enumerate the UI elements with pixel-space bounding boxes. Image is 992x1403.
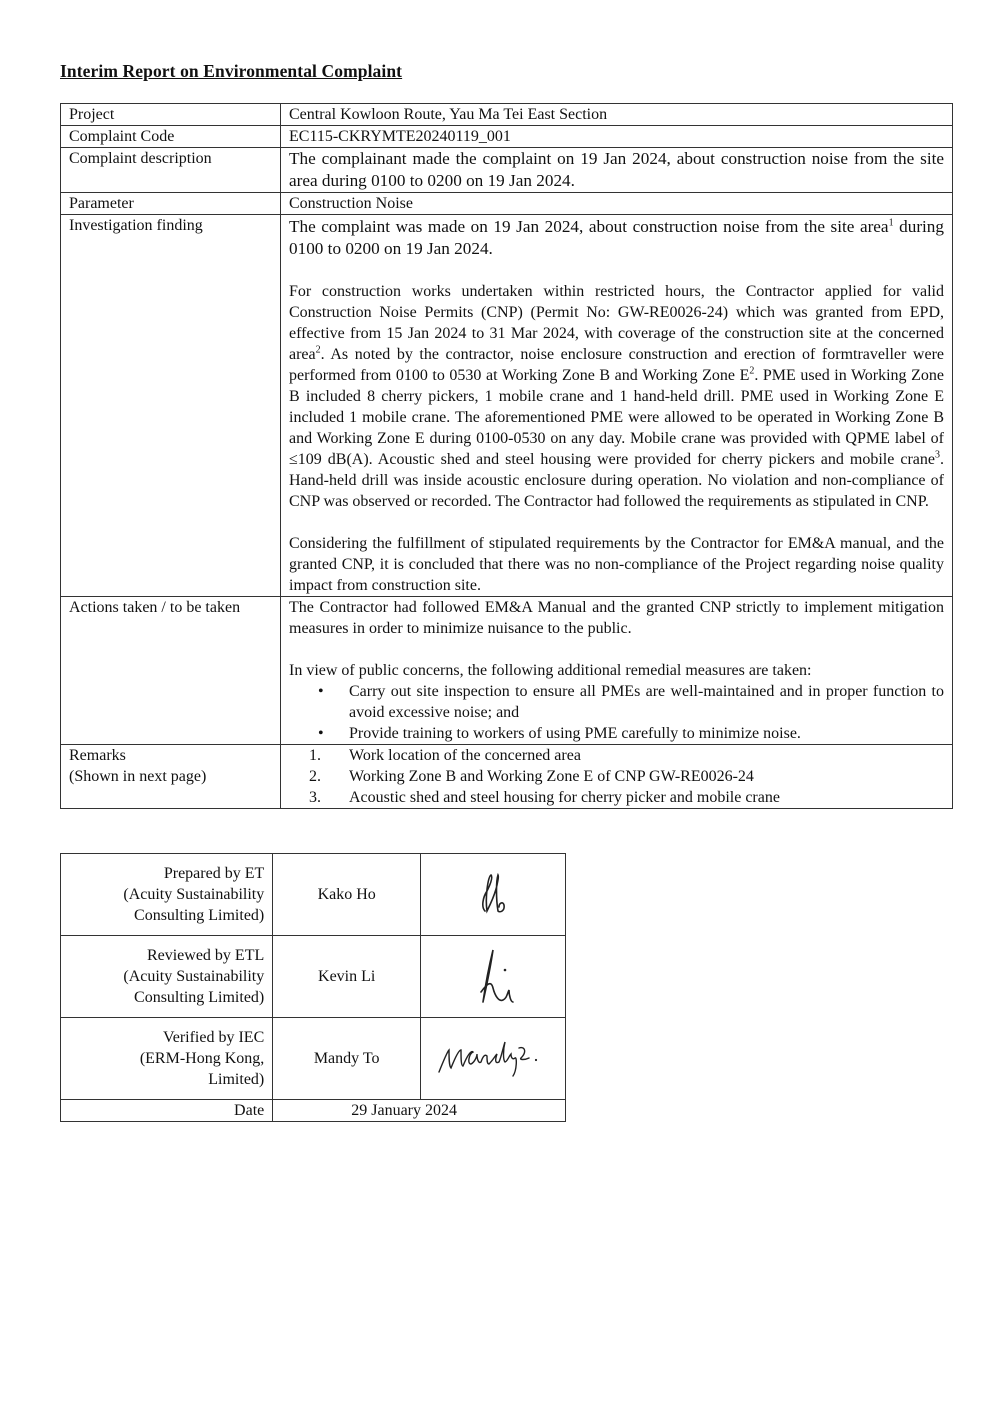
date-row [61,1100,566,1122]
signatory-role [61,1018,273,1100]
signatory-name: Mandy To [273,1018,421,1100]
signature-row-verified [61,1018,566,1100]
remark-item [309,745,944,766]
row-parameter [61,193,953,215]
remark-number: 3. [309,789,321,806]
signature-cell [421,936,566,1018]
project-value: Central Kowloon Route, Yau Ma Tei East Section [281,104,953,126]
investigation-paragraph-1 [289,215,944,260]
signature-row-reviewed [61,936,566,1018]
text-run: during 0100 to 0200 on 19 Jan 2024. [289,217,944,258]
remark-item [309,787,944,808]
remark-text: Acoustic shed and steel housing for cherry picker and mobile crane [349,789,780,806]
remarks-label-line2: (Shown in next page) [69,768,207,785]
text-run: . PME used in Working Zone B included 8 cherry pickers, 1 mobile crane and 1 hand-held drill. PME used in Working Zone E included 1 mobile crane. The aforementioned PME were allowed to be operated in Working Zone B and Working Zone E during 0100-0530 on any day. Mobile crane was provided with QPME label of ≤109 dB(A). Acoustic shed and steel housing were provided for cherry pickers and mobile crane [289,367,944,468]
remark-text: Work location of the concerned area [349,747,581,764]
signatory-role [61,854,273,936]
row-actions [61,597,953,745]
row-remarks [61,745,953,809]
remark-number: 2. [309,768,321,785]
investigation-paragraph-3: Considering the fulfillment of stipulated requirements by the Contractor for EM&A manual, and the granted CNP, it is concluded that there was no non-compliance of the Project regarding noise quality impact from construction site. [289,535,944,594]
signature-icon [433,1036,553,1081]
role-organisation: (ERM-Hong Kong, [139,1050,265,1067]
row-complaint-code [61,126,953,148]
signature-icon [463,944,523,1009]
remarks-label-line1: Remarks [69,747,126,764]
role-organisation: (Acuity Sustainability [123,886,265,903]
remedial-measure-item: • Provide training to workers of using PME carefully to minimize noise. [349,723,944,744]
footnote-ref: 1 [888,217,894,229]
role-title: Reviewed by ETL [146,947,265,964]
paragraph-spacer [289,639,944,660]
paragraph-spacer [289,512,944,533]
investigation-finding-value [281,215,953,597]
signature-row-prepared [61,854,566,936]
row-project [61,104,953,126]
remark-item [309,766,944,787]
signatory-role [61,936,273,1018]
role-organisation: (Acuity Sustainability [123,968,265,985]
signatory-name: Kevin Li [273,936,421,1018]
actions-paragraph-1: The Contractor had followed EM&A Manual and the granted CNP strictly to implement mitigation measures in order to minimize nuisance to the public. [289,599,944,637]
role-organisation: Consulting Limited) [134,989,265,1006]
text-run: . Hand-held drill was inside acoustic enclosure during operation. No violation and non-compliance of CNP was observed or recorded. The Contractor had followed the requirements as stipulated in CNP. [289,451,944,510]
remarks-label [61,745,281,809]
complaint-details-table [60,103,953,809]
signature-table [60,853,566,1122]
date-label: Date [61,1100,273,1122]
text-run: . As noted by the contractor, noise enclosure construction and erection of formtraveller were performed from 0100 to 0530 at Working Zone B and Working Zone E [289,346,944,384]
signature-cell [421,1018,566,1100]
parameter-label: Parameter [61,193,281,215]
remedial-measures-list [289,681,944,744]
paragraph-spacer [289,260,944,281]
remedial-measure-item: • Carry out site inspection to ensure all PMEs are well-maintained and in proper function to avoid excessive noise; and [349,681,944,723]
role-title: Prepared by ET [163,865,265,882]
role-organisation: Limited) [208,1071,265,1088]
document-title: Interim Report on Environmental Complaint [60,61,403,81]
date-value: 29 January 2024 [273,1100,566,1122]
remarks-value [281,745,953,809]
footnote-ref: 2 [315,344,321,356]
text-run: The complaint was made on 19 Jan 2024, about construction noise from the site area [289,217,889,236]
actions-paragraph-2: In view of public concerns, the following additional remedial measures are taken: [289,662,812,679]
investigation-finding-label: Investigation finding [61,215,281,597]
signature-icon [463,867,523,922]
remark-number: 1. [309,747,321,764]
actions-value [281,597,953,745]
signature-cell [421,854,566,936]
role-organisation: Consulting Limited) [134,907,265,924]
remarks-list [289,745,944,808]
complaint-description-label: Complaint description [61,148,281,193]
signatory-name: Kako Ho [273,854,421,936]
text-run: For construction works undertaken within restricted hours, the Contractor applied for valid Construction Noise Permits (CNP) (Permit No: GW-RE0026-24) which was granted from EPD, effective from 15 Jan 2024 to 31 Mar 2024, with coverage of the construction site at the concerned area [289,283,944,363]
row-investigation-finding [61,215,953,597]
footnote-ref: 3 [935,449,940,461]
investigation-paragraph-2 [289,281,944,512]
remark-text: Working Zone B and Working Zone E of CNP GW-RE0026-24 [349,768,754,785]
row-complaint-description [61,148,953,193]
footnote-ref: 2 [749,365,755,377]
actions-label: Actions taken / to be taken [61,597,281,745]
complaint-code-value: EC115-CKRYMTE20240119_001 [281,126,953,148]
complaint-code-label: Complaint Code [61,126,281,148]
complaint-description-value: The complainant made the complaint on 19 Jan 2024, about construction noise from the site area during 0100 to 0200 on 19 Jan 2024. [281,148,953,193]
parameter-value: Construction Noise [281,193,953,215]
role-title: Verified by IEC [162,1029,265,1046]
project-label: Project [61,104,281,126]
